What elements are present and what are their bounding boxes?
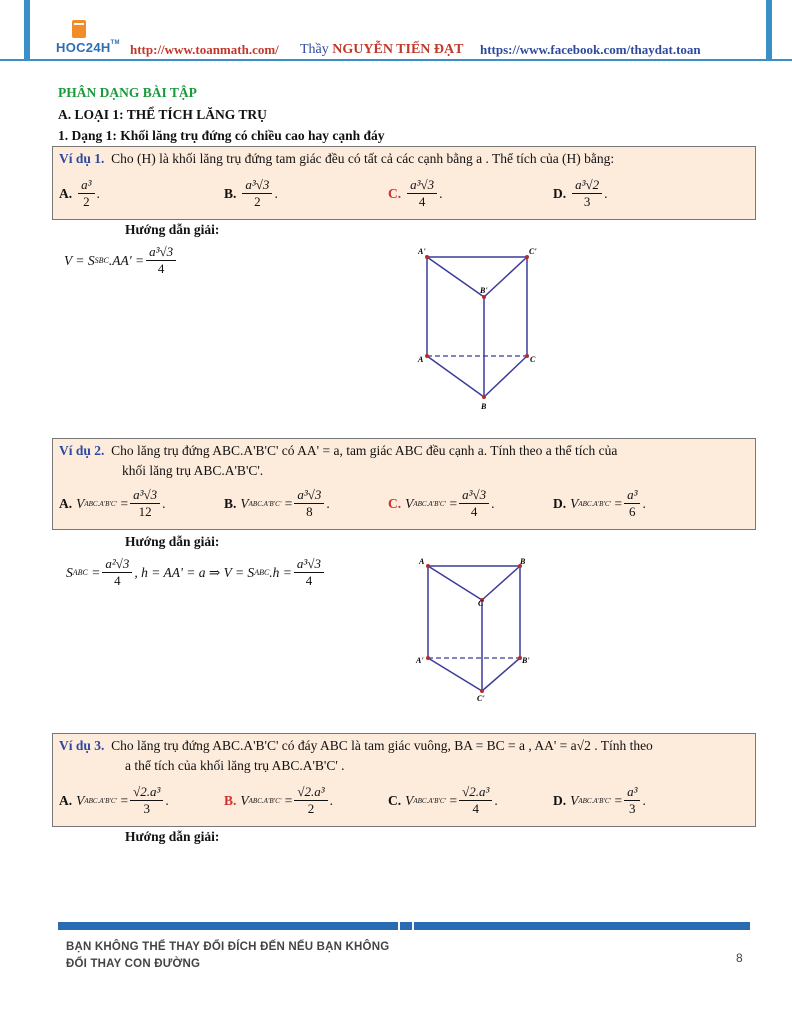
label-a: A — [419, 557, 425, 566]
example-1-choice-d[interactable]: D. $\frac{\text{a³√2}}{3}$ . — [553, 177, 608, 209]
example-3-statement: Ví dụ 3. Cho lăng trụ đứng ABC.A'B'C' có đáy ABC là tam giác vuông, BA = BC = a , AA' = a√2 . Tính theo — [59, 738, 653, 753]
example-2-choice-b[interactable]: B. V ABC.A'B'C' = $\frac{\text{a³√3}}{8}$ . — [224, 487, 330, 519]
footer-bar — [58, 922, 750, 930]
example-1-solution-formula: V = S SBC .AA' = $\frac{\text{a³√3}}{4}$ — [64, 244, 178, 277]
header-url-facebook[interactable]: https://www.facebook.com/thaydat.toan — [480, 42, 701, 57]
vertex-a — [425, 354, 429, 358]
edge-cb — [484, 356, 527, 397]
label-a1: A' — [416, 656, 424, 665]
example-3-choice-d[interactable]: D. V ABC.A'B'C' = $\frac{\text{a³}}{3}$ . — [553, 784, 646, 816]
edge-b1c1 — [482, 658, 520, 691]
label-b: B — [520, 557, 526, 566]
vertex-a1 — [425, 255, 429, 259]
page-number: 8 — [736, 951, 743, 965]
header-rule — [0, 59, 792, 61]
vertex-c1 — [480, 689, 484, 693]
edge-ac — [428, 566, 482, 600]
section-title: PHÂN DẠNG BÀI TẬP — [58, 85, 197, 100]
example-2-solution-formula: S ABC = $\frac{\text{a²√3}}{4}$ , h = AA' = a ⇒ V = S ABC .h = $\frac{\text{a³√3}}{4}$ — [66, 556, 326, 589]
footer-slogan-line2: ĐỔI THAY CON ĐƯỜNG — [66, 958, 201, 970]
example-3-choice-b[interactable]: B. V ABC.A'B'C' = $\frac{\text{√2.a³}}{2}$ . — [224, 784, 333, 816]
example-3-solution-title: Hướng dẫn giải: — [125, 829, 220, 844]
example-3-box — [52, 733, 756, 827]
example-1-box — [52, 146, 756, 220]
label-c1: C' — [529, 247, 537, 256]
label-b: B — [481, 402, 487, 411]
example-2-statement: Ví dụ 2. Cho lăng trụ đứng ABC.A'B'C' có AA' = a, tam giác ABC đều cạnh a. Tính theo a thể tích của — [59, 443, 618, 458]
heading-type-a: A. LOẠI 1: THỂ TÍCH LĂNG TRỤ — [58, 107, 267, 122]
example-2-choice-c[interactable]: C. V ABC.A'B'C' = $\frac{\text{a³√3}}{4}$ . — [388, 487, 495, 519]
example-1-statement: Ví dụ 1. Cho (H) là khối lăng trụ đứng tam giác đều có tất cả các cạnh bằng a . Thể tích của (H) bằng: — [59, 151, 615, 166]
example-2-choice-a[interactable]: A. V ABC.A'B'C' = $\frac{\text{a³√3}}{12}$ . — [59, 487, 166, 519]
example-2-solution-title: Hướng dẫn giải: — [125, 534, 220, 549]
figure-1-prism — [410, 240, 550, 415]
header-left-bar — [24, 0, 30, 60]
example-2-choice-d[interactable]: D. V ABC.A'B'C' = $\frac{\text{a³}}{6}$ . — [553, 487, 646, 519]
label-c1: C' — [477, 694, 485, 703]
example-2-statement-line2: khối lăng trụ ABC.A'B'C'. — [122, 463, 264, 478]
edge-a1c1 — [428, 658, 482, 691]
footer-slogan-line1: BẠN KHÔNG THỂ THAY ĐỔI ĐÍCH ĐẾN NẾU BẠN KHÔNG — [66, 941, 390, 953]
example-3-choice-a[interactable]: A. V ABC.A'B'C' = $\frac{\text{√2.a³}}{3}$ . — [59, 784, 169, 816]
header-right-bar — [766, 0, 772, 60]
edge-ab — [427, 356, 484, 397]
example-1-choice-a[interactable]: A. $\frac{\text{a³}}{2}$ . — [59, 177, 100, 209]
vertex-a — [426, 564, 430, 568]
vertex-b1 — [482, 295, 486, 299]
edge-a1b1 — [427, 257, 484, 297]
vertex-c — [525, 354, 529, 358]
example-1-choice-c[interactable]: C. $\frac{\text{a³√3}}{4}$ . — [388, 177, 443, 209]
header-url-toanmath[interactable]: http://www.toanmath.com/ — [130, 42, 279, 57]
logo-text: HOC24H™ — [56, 40, 120, 55]
edge-bc — [482, 566, 520, 600]
vertex-a1 — [426, 656, 430, 660]
label-a: A — [418, 355, 424, 364]
heading-form-1: 1. Dạng 1: Khối lăng trụ đứng có chiều cao hay cạnh đáy — [58, 128, 385, 143]
label-c: C — [478, 599, 484, 608]
label-b1: B' — [522, 656, 530, 665]
edge-c1b1 — [484, 257, 527, 297]
example-2-box — [52, 438, 756, 530]
example-1-choice-b[interactable]: B. $\frac{\text{a³√3}}{2}$ . — [224, 177, 278, 209]
logo-book-icon — [56, 18, 116, 42]
vertex-b — [482, 395, 486, 399]
example-3-statement-line2: a thể tích của khối lăng trụ ABC.A'B'C' . — [125, 758, 345, 773]
example-3-choice-c[interactable]: C. V ABC.A'B'C' = $\frac{\text{√2.a³}}{4}$ . — [388, 784, 498, 816]
header-teacher: Thầy NGUYỄN TIẾN ĐẠT — [300, 42, 464, 57]
label-c: C — [530, 355, 536, 364]
figure-2-prism — [412, 556, 542, 704]
label-a1: A' — [418, 247, 426, 256]
example-1-solution-title: Hướng dẫn giải: — [125, 222, 220, 237]
label-b1: B' — [480, 286, 488, 295]
